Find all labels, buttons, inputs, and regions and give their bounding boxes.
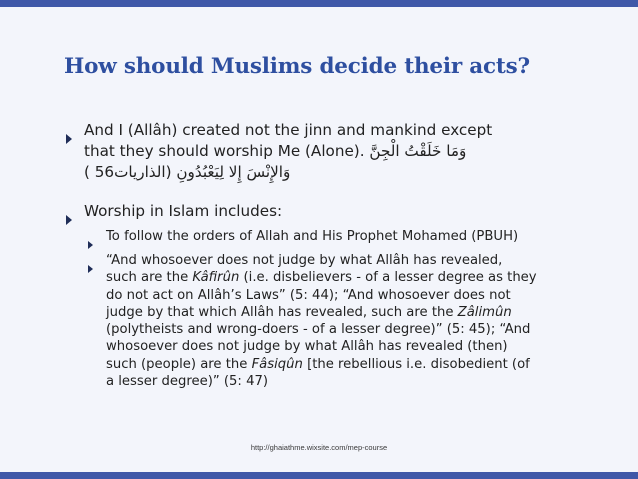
bullet-1-line-1: And I (Allâh) created not the jinn and mankind except [84,121,493,139]
bullet-icon [66,129,80,148]
sub-2-line-1: “And whosoever does not judge by what Allâh has revealed, [106,253,503,268]
bullet-1-line-3 [84,162,354,183]
bullet-1-line-2-text: that they should worship Me (Alone). [84,142,365,160]
sub-2-line-4-a: judge by that which Allâh has revealed, such are the [106,304,458,320]
sub-2-line-2 [106,269,586,286]
bullet-1-line-2 [84,141,584,162]
term-kafirun: Kâfirûn [192,270,240,286]
sub-bullet-2 [106,252,586,390]
sub-2-line-2-b: (i.e. disbelievers - of a lesser degree as they [239,270,537,286]
term-fasiqun: Fâsiqûn [251,356,303,372]
bullet-1-arabic-2: وَالإِنْسَ إِلا لِيَعْبُدُونِ [176,163,291,181]
bullet-2-heading: Worship in Islam includes: [84,202,283,220]
sub-2-line-7-a: such (people) are the [106,356,252,372]
sub-2-line-3: do not act on Allâh’s Laws” (5: 44); “And whosoever does not [106,287,511,303]
footer-url[interactable]: http://ghaiathme.wixsite.com/mep-course [250,443,388,452]
bullet-1-arabic-ref: (الذاريات56 ) [84,163,172,181]
bottom-band [0,472,638,479]
sub-2-line-6: whosoever does not judge by what Allâh has revealed (then) [106,339,508,355]
bullet-1-arabic-1: وَمَا خَلَقْتُ الْجِنَّ [369,142,467,160]
sub-bullet-1: To follow the orders of Allah and His Prophet Mohamed (PBUH) [106,229,519,244]
slide-title: How should Muslims decide their acts? [64,54,530,79]
bullet-1 [84,120,584,183]
sub-2-line-7-b: [the rebellious i.e. disobedient (of [302,356,530,372]
sub-2-line-8: a lesser degree)” (5: 47) [106,374,268,390]
term-zalimun: Zâlimûn [457,304,512,320]
sub-2-line-5: (polytheists and wrong-doers - of a lesser degree)” (5: 45); “And [106,322,531,338]
sub-2-line-7 [106,356,586,373]
bullet-icon [66,210,80,229]
sub-2-line-2-a: such are the [106,270,193,286]
sub-bullet-icon [88,258,102,277]
sub-2-line-4 [106,304,586,321]
top-band [0,0,638,7]
sub-bullet-icon [88,234,102,253]
